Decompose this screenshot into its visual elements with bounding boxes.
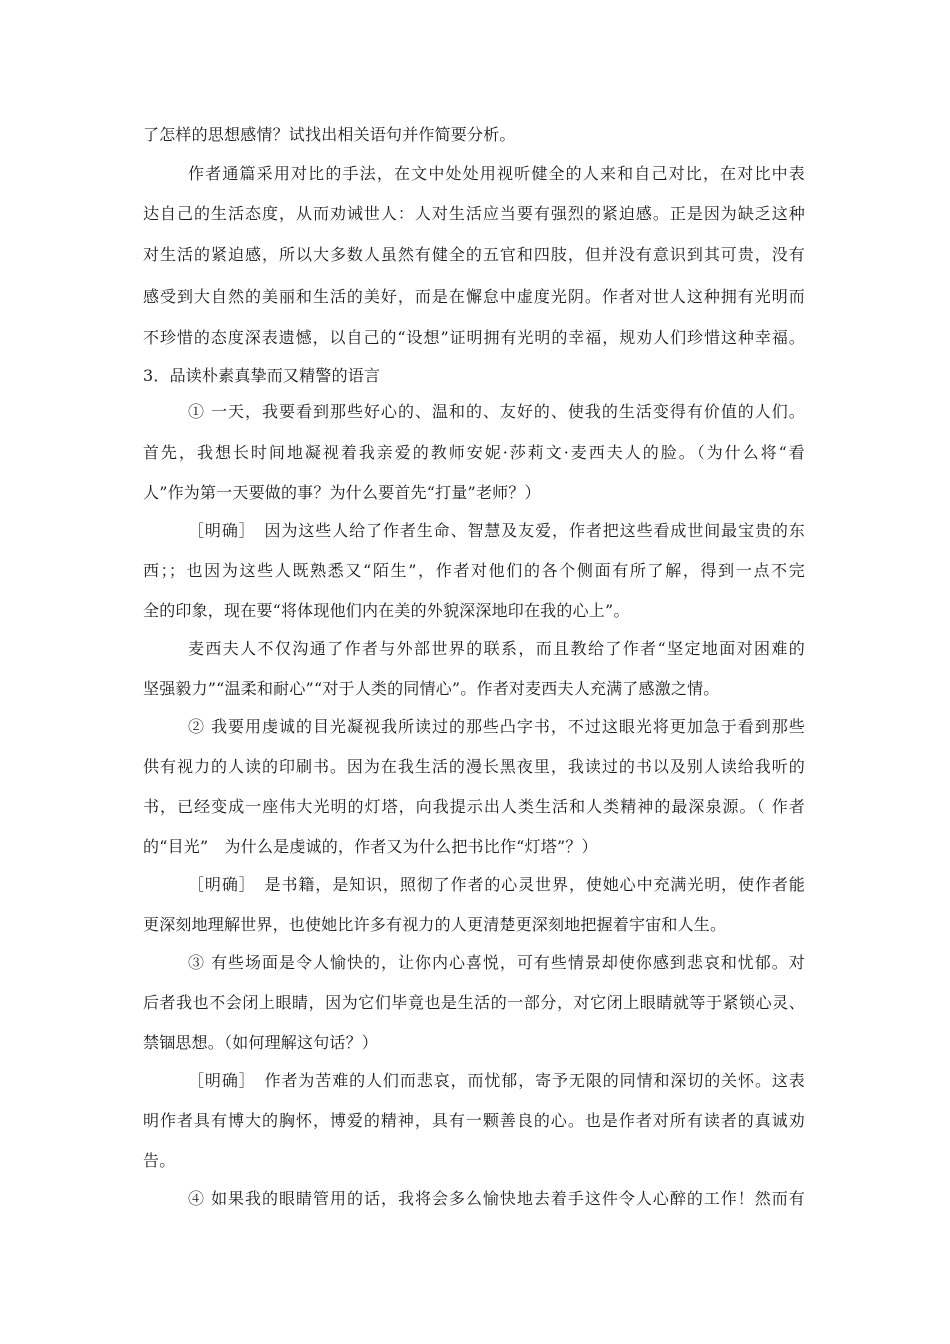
answer-line: ［明确］ 是书籍，是知识，照彻了作者的心灵世界，使她心中充满光明，使作者能 xyxy=(188,875,805,894)
text-line: 更深刻地理解世界，也使她比许多有视力的人更清楚更深刻地把握着宇宙和人生。 xyxy=(143,915,727,934)
paragraph-line: ④ 如果我的眼睛管用的话，我将会多么愉快地去着手这件令人心醉的工作！然而有 xyxy=(188,1189,805,1208)
text-line: 不珍惜的态度深表遗憾，以自己的“设想”证明拥有光明的幸福，规劝人们珍惜这种幸福。 xyxy=(143,328,805,347)
answer-line: ［明确］ 因为这些人给了作者生命、智慧及友爱，作者把这些看成世间最宝贵的东 xyxy=(188,521,805,540)
text-line: 西；；也因为这些人既熟悉又“陌生”，作者对他们的各个侧面有所了解，得到一点不完 xyxy=(143,561,805,580)
text-line: 达自己的生活态度，从而劝诫世人：人对生活应当要有强烈的紧迫感。正是因为缺乏这种 xyxy=(143,204,805,223)
text-line: 的“目光” 为什么是虔诚的，作者又为什么把书比作“灯塔”？） xyxy=(143,837,598,856)
text-line: 全的印象，现在要“将体现他们内在美的外貌深深地印在我的心上”。 xyxy=(143,601,630,620)
text-line: 对生活的紧迫感，所以大多数人虽然有健全的五官和四肢，但并没有意识到其可贵，没有 xyxy=(143,245,805,264)
paragraph-line: 麦西夫人不仅沟通了作者与外部世界的联系，而且教给了作者“坚定地面对困难的 xyxy=(188,639,805,658)
answer-line: ［明确］ 作者为苦难的人们而悲哀，而忧郁，寄予无限的同情和深切的关怀。这表 xyxy=(188,1071,805,1090)
text-line: 明作者具有博大的胸怀，博爱的精神，具有一颗善良的心。也是作者对所有读者的真诚劝 xyxy=(143,1111,805,1130)
text-line: 坚强毅力”“温柔和耐心”“对于人类的同情心”。作者对麦西夫人充满了感激之情。 xyxy=(143,679,720,698)
text-line: 供有视力的人读的印刷书。因为在我生活的漫长黑夜里，我读过的书以及别人读给我听的 xyxy=(143,757,805,776)
text-line: 感受到大自然的美丽和生活的美好，而是在懈怠中虚度光阴。作者对世人这种拥有光明而 xyxy=(143,287,805,306)
section-heading: 3．品读朴素真挚而又精警的语言 xyxy=(143,366,381,385)
text-line: 后者我也不会闭上眼睛，因为它们毕竟也是生活的一部分，对它闭上眼睛就等于紧锁心灵、 xyxy=(143,993,805,1012)
text-line: 人”作为第一天要做的事？为什么要首先“打量”老师？） xyxy=(143,483,541,502)
text-line: 书，已经变成一座伟大光明的灯塔，向我提示出人类生活和人类精神的最深泉源。（ 作者 xyxy=(143,797,805,816)
text-line: 禁锢思想。（如何理解这句话？） xyxy=(143,1033,379,1052)
text-line: 了怎样的思想感情？试找出相关语句并作简要分析。 xyxy=(143,125,516,144)
paragraph-line: ② 我要用虔诚的目光凝视我所读过的那些凸字书，不过这眼光将更加急于看到那些 xyxy=(188,717,805,736)
text-line: 首先，我想长时间地凝视着我亲爱的教师安妮·莎莉文·麦西夫人的脸。（为什么将“看 xyxy=(143,443,805,462)
text-line: 告。 xyxy=(143,1151,176,1170)
paragraph-line: ③ 有些场面是令人愉快的，让你内心喜悦，可有些情景却使你感到悲哀和忧郁。对 xyxy=(188,953,805,972)
paragraph-line: 作者通篇采用对比的手法，在文中处处用视听健全的人来和自己对比，在对比中表 xyxy=(188,164,805,183)
paragraph-line: ① 一天，我要看到那些好心的、温和的、友好的、使我的生活变得有价值的人们。 xyxy=(188,402,805,421)
